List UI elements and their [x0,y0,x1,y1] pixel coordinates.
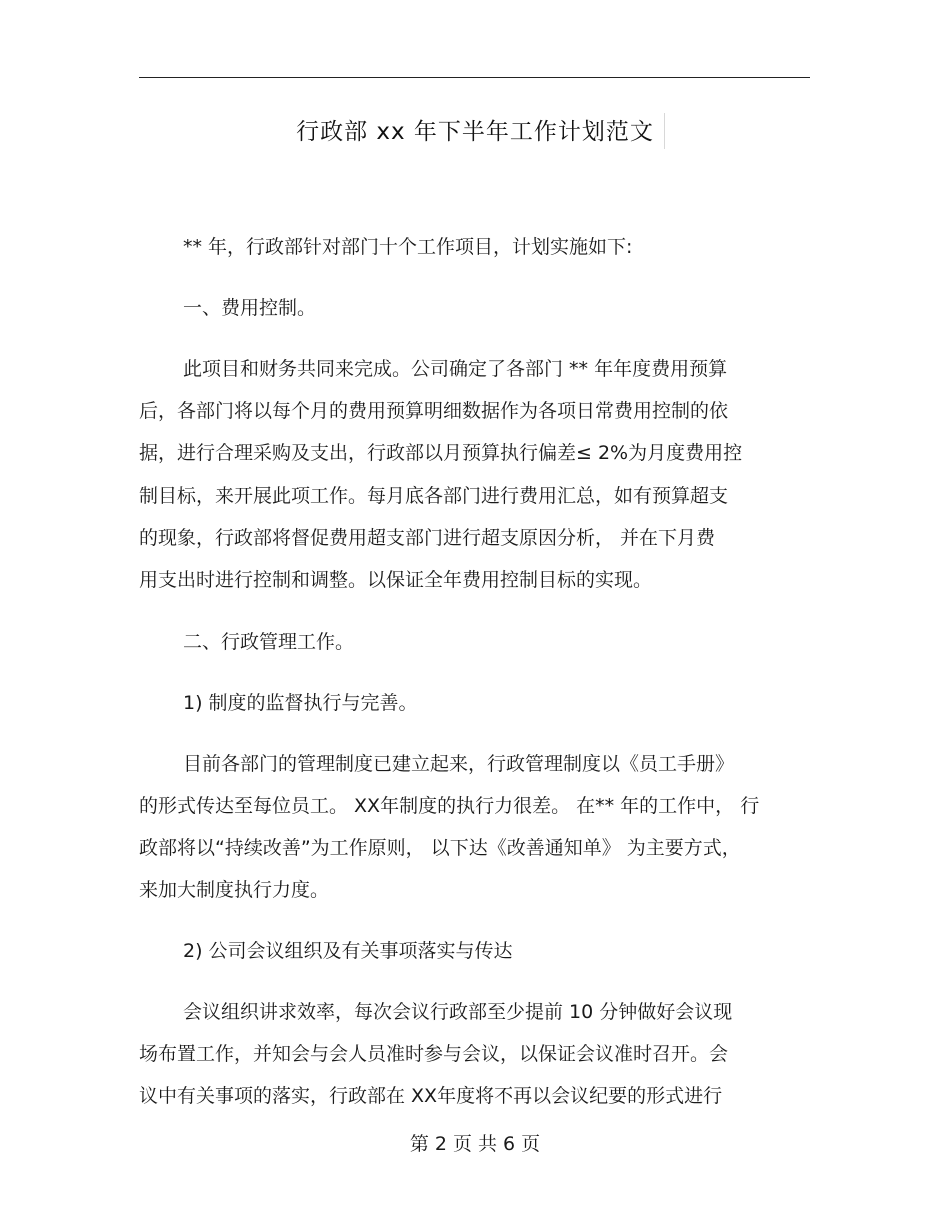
section-heading-expense: 一、费用控制。 [183,297,317,319]
subsection-heading-rules: 1) 制度的监督执行与完善。 [183,692,418,714]
paragraph-line: 后，各部门将以每个月的费用预算明细数据作为各项日常费用控制的依 [139,400,729,422]
paragraph-line: 的形式传达至每位员工。 XX年制度的执行力很差。 在** 年的工作中， 行 [139,795,760,817]
subsection-heading-meetings: 2) 公司会议组织及有关事项落实与传达 [183,940,513,962]
paragraph-line: 制目标，来开展此项工作。每月底各部门进行费用汇总，如有预算超支 [139,485,729,507]
paragraph-line: 据，进行合理采购及支出，行政部以月预算执行偏差≤ 2%为月度费用控 [139,442,743,464]
document-title: 行政部 xx 年下半年工作计划范文 [296,119,654,145]
intro-line: ** 年，行政部针对部门十个工作项目，计划实施如下: [183,236,633,258]
paragraph-line: 政部将以“持续改善”为工作原则， 以下达《改善通知单》 为主要方式， [139,837,741,859]
paragraph-line: 场布置工作，并知会与会人员准时参与会议，以保证会议准时召开。会 [139,1043,729,1065]
section-heading-admin: 二、行政管理工作。 [183,631,355,653]
paragraph-line: 此项目和财务共同来完成。公司确定了各部门 ** 年年度费用预算 [183,358,728,380]
page-number-footer: 第 2 页 共 6 页 [409,1133,541,1155]
paragraph-line: 议中有关事项的落实，行政部在 XX年度将不再以会议纪要的形式进行 [139,1085,723,1107]
paragraph-line: 来加大制度执行力度。 [139,879,330,901]
paragraph-line: 的现象，行政部将督促费用超支部门进行超支原因分析， 并在下月费 [139,527,716,549]
header-rule [139,77,810,78]
paragraph-line: 会议组织讲求效率，每次会议行政部至少提前 10 分钟做好会议现 [183,1001,733,1023]
title-cursor-mark [664,113,665,149]
paragraph-line: 目前各部门的管理制度已建立起来，行政管理制度以《员工手册》 [183,753,735,775]
paragraph-line: 用支出时进行控制和调整。以保证全年费用控制目标的实现。 [139,569,653,591]
